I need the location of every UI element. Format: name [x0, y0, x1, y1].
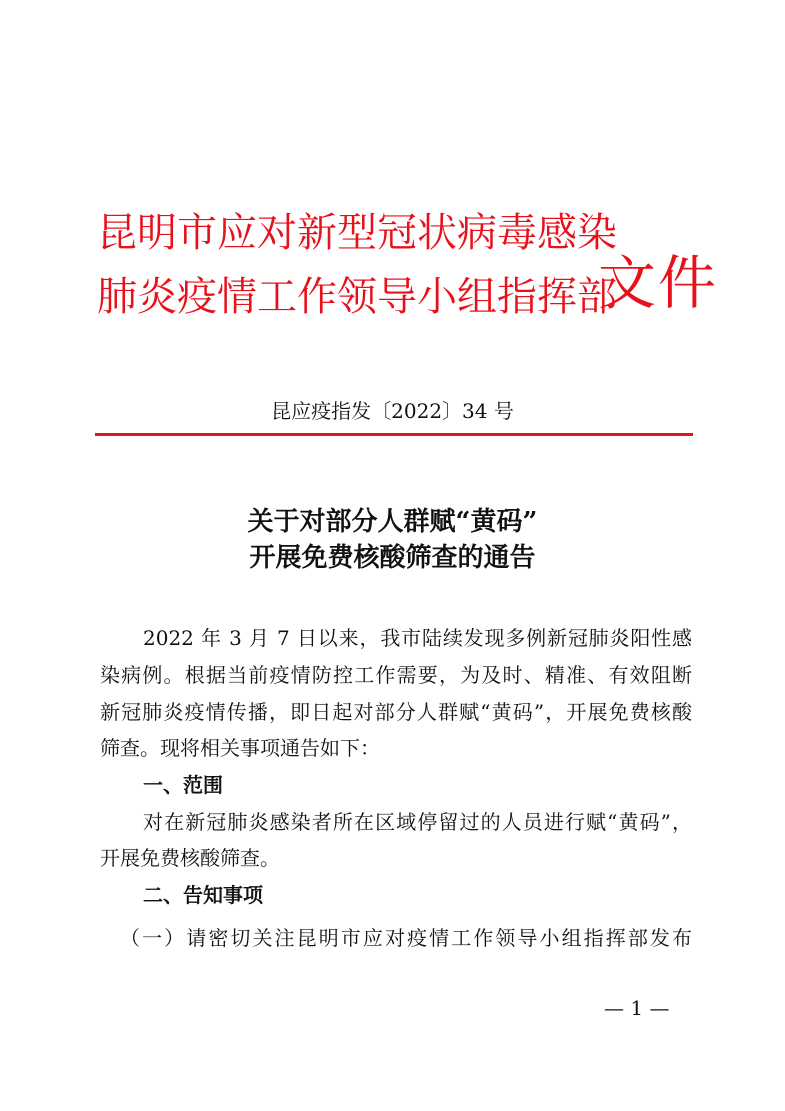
paragraph-line: 开展免费核酸筛查。 — [100, 846, 280, 870]
document-type-label: 文件 — [598, 249, 719, 317]
document-number: 昆应疫指发〔2022〕34 号 — [271, 399, 514, 423]
title-line-1: 关于对部分人群赋“黄码” — [247, 507, 538, 537]
paragraph-line: （一）请密切关注昆明市应对疫情工作领导小组指挥部发布 — [120, 926, 692, 950]
paragraph-line: 2022 年 3 月 7 日以来，我市陆续发现多例新冠肺炎阳性感 — [143, 626, 692, 650]
issuer-name-line-2: 肺炎疫情工作领导小组指挥部 — [97, 274, 617, 320]
paragraph-line: 筛查。现将相关事项通告如下： — [100, 736, 380, 760]
title-line-2: 开展免费核酸筛查的通告 — [249, 543, 536, 573]
section-heading-notice: 二、告知事项 — [143, 883, 263, 907]
page-number: — 1 — — [604, 996, 670, 1020]
paragraph-line: 对在新冠肺炎感染者所在区域停留过的人员进行赋“黄码”， — [143, 810, 692, 834]
red-divider — [95, 433, 693, 436]
paragraph-line: 染病例。根据当前疫情防控工作需要，为及时、精准、有效阻断 — [100, 663, 692, 687]
issuer-name-line-1: 昆明市应对新型冠状病毒感染 — [97, 210, 617, 256]
section-heading-scope: 一、范围 — [143, 773, 223, 797]
paragraph-line: 新冠肺炎疫情传播，即日起对部分人群赋“黄码”，开展免费核酸 — [100, 700, 692, 724]
